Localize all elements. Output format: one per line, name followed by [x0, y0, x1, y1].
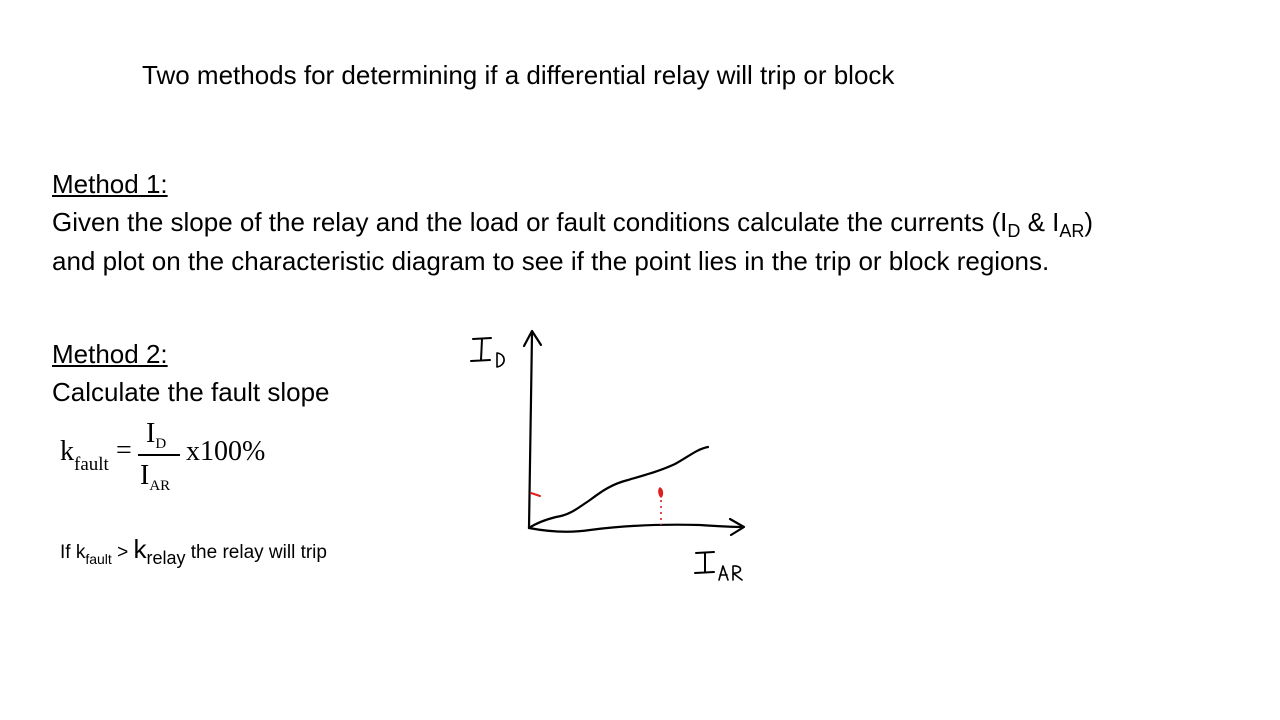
formula-percent: x100% [186, 436, 266, 467]
formula-numerator: $I_D$ [146, 418, 167, 452]
relay-characteristic-curve [529, 447, 708, 528]
formula-equals: = [116, 435, 132, 466]
method1-heading: Method 1: [52, 169, 168, 199]
red-point-marker [659, 488, 662, 497]
y-axis-label [471, 338, 504, 367]
method1-sub-d: D [1007, 221, 1021, 241]
slide-title: Two methods for determining if a differential relay will trip or block [142, 60, 895, 90]
formula-denominator: $I_{AR}$ [140, 460, 171, 494]
red-tick-marker [531, 493, 540, 496]
method1-line2: and plot on the characteristic diagram to see if the point lies in the trip or block regions. [52, 246, 1050, 276]
method1-line1-mid: & I [1020, 207, 1060, 237]
x-axis [529, 525, 743, 532]
method1-line1-end: ) [1084, 207, 1094, 237]
method1-line1-text: Given the slope of the relay and the load or fault conditions calculate the currents (I [52, 207, 1008, 237]
formula-k-fault: $k_{fault}$ [60, 436, 109, 475]
method2-heading: Method 2: [52, 339, 168, 369]
trip-condition: If $k_{fault}$ > krelay the relay will trip [60, 534, 327, 568]
method2-text: Calculate the fault slope [52, 377, 330, 407]
x-axis-label [695, 552, 742, 580]
y-axis [529, 333, 532, 528]
method1-sub-ar: AR [1059, 221, 1085, 241]
